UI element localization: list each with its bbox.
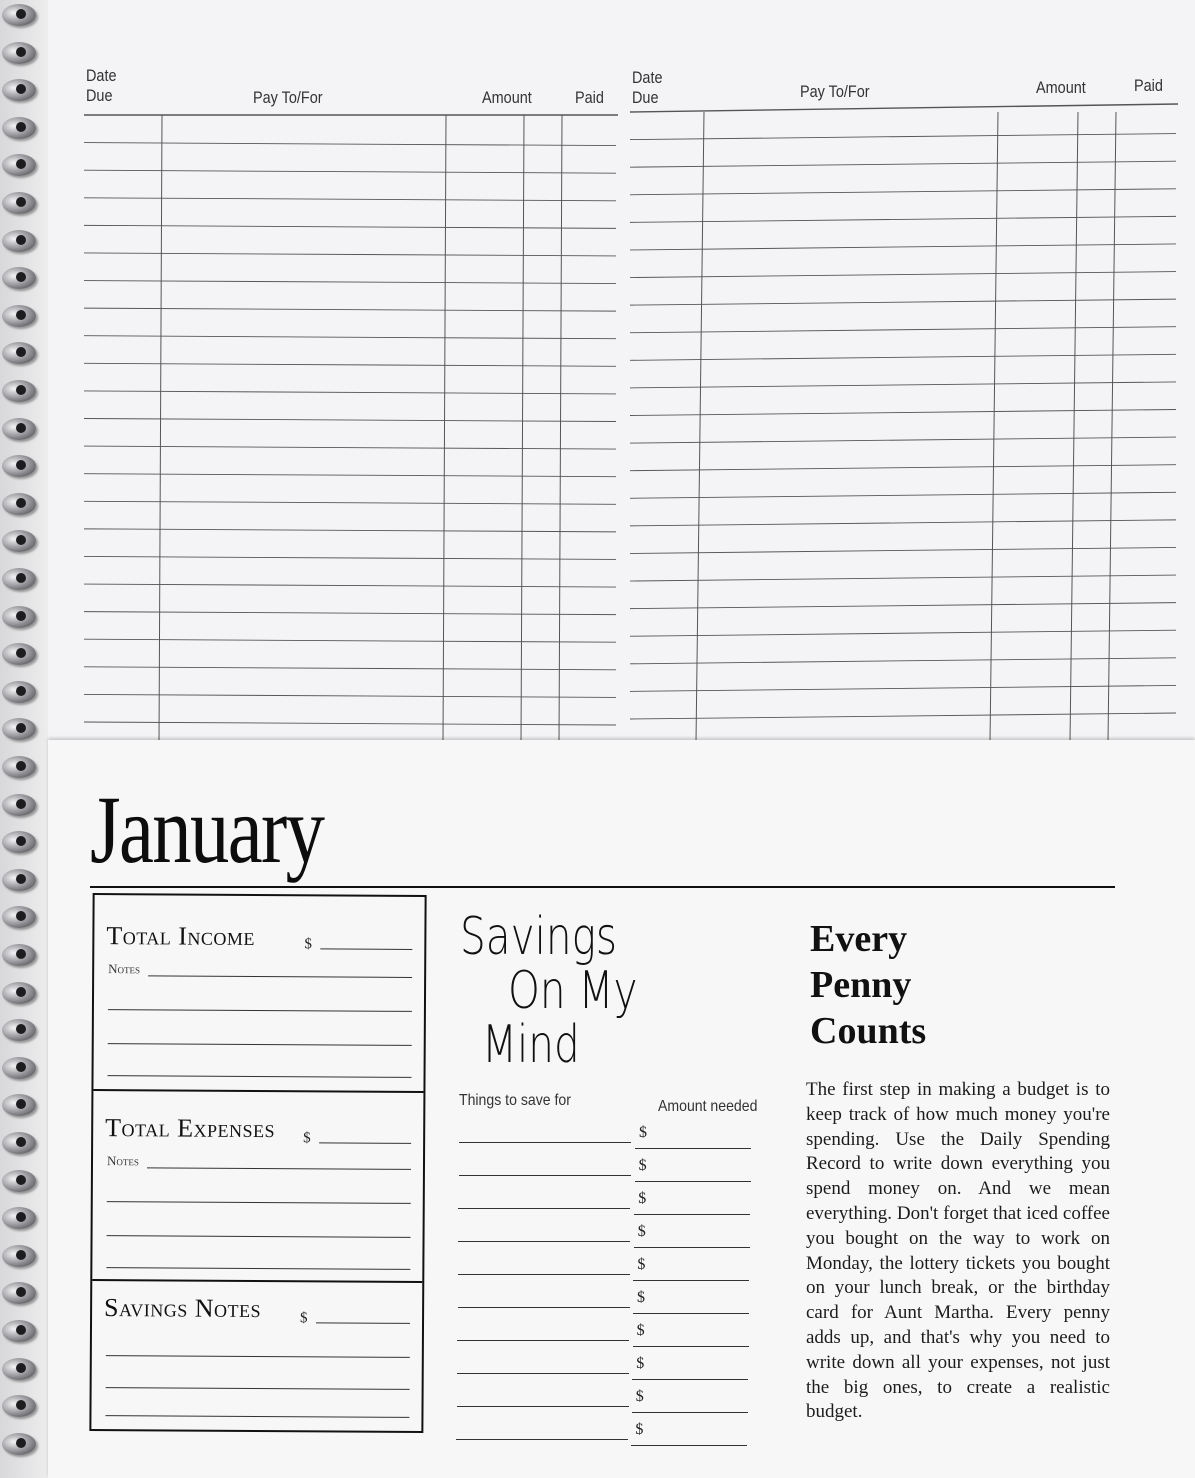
savings-title-line2: On My (508, 961, 638, 1021)
save-dollar: $ (637, 1223, 646, 1240)
save-dollar: $ (635, 1421, 644, 1438)
save-dollar: $ (638, 1157, 647, 1174)
spiral-coil (2, 869, 36, 891)
right-date-header: Date Due (632, 68, 663, 107)
table-row-line (630, 272, 1176, 278)
spiral-coil (2, 79, 36, 101)
save-amount-line[interactable] (631, 1445, 747, 1446)
table-row-line (84, 722, 616, 725)
savings-notes-title: Savings Notes (104, 1293, 262, 1324)
save-item-line[interactable] (459, 1142, 631, 1143)
expenses-notes-line[interactable] (147, 1167, 411, 1170)
table-row-line (630, 134, 1176, 140)
budget-summary-box (89, 893, 426, 1433)
table-row-line (84, 501, 616, 504)
save-item-line[interactable] (458, 1241, 630, 1242)
table-row-line (84, 529, 616, 532)
save-amount-line[interactable] (634, 1247, 750, 1248)
income-dollar: $ (304, 936, 312, 953)
spiral-coil (2, 530, 36, 552)
table-row-line (630, 189, 1176, 195)
spiral-coil (2, 568, 36, 590)
save-item-line[interactable] (458, 1208, 630, 1209)
table-row-line (84, 612, 616, 615)
spiral-coil (2, 831, 36, 853)
spiral-coil (2, 4, 36, 26)
table-row-line (84, 336, 616, 339)
save-amount-line[interactable] (634, 1214, 750, 1215)
table-row-line (630, 244, 1176, 250)
expenses-notes-label: Notes (106, 1153, 139, 1169)
table-row-line (84, 143, 616, 146)
table-column-line (559, 115, 562, 742)
table-row-line (84, 667, 616, 670)
save-item-line[interactable] (458, 1274, 630, 1275)
spiral-coil (2, 1320, 36, 1342)
spiral-coil (2, 42, 36, 64)
spiral-coil (2, 1207, 36, 1229)
table-row-line (630, 465, 1176, 471)
table-row-line (630, 492, 1176, 498)
table-row-line (84, 170, 616, 173)
save-item-line[interactable] (458, 1307, 630, 1308)
table-row-line (84, 308, 616, 311)
save-item-line[interactable] (457, 1406, 629, 1407)
table-row-line (84, 391, 616, 394)
table-row-line (630, 216, 1176, 222)
left-paid-header: Paid (575, 88, 604, 107)
spiral-coil (2, 1245, 36, 1267)
savings-notes-line[interactable] (106, 1387, 410, 1390)
save-dollar: $ (639, 1124, 647, 1141)
save-dollar: $ (637, 1256, 646, 1273)
spiral-coil (2, 681, 36, 703)
save-item-line[interactable] (457, 1373, 629, 1374)
savings-notes-line[interactable] (105, 1415, 409, 1418)
table-row-line (84, 363, 616, 366)
table-row-line (630, 685, 1176, 691)
month-rule (90, 886, 1115, 888)
spiral-coil (2, 1132, 36, 1154)
spiral-coil (2, 982, 36, 1004)
things-to-save-header: Things to save for (459, 1092, 571, 1109)
spiral-coil (2, 1282, 36, 1304)
save-dollar: $ (636, 1322, 645, 1339)
table-row-line (630, 630, 1176, 636)
save-item-line[interactable] (459, 1175, 631, 1176)
table-column-line (443, 115, 446, 742)
table-header-rule (630, 104, 1178, 112)
spiral-coil (2, 1094, 36, 1116)
right-payto-header: Pay To/For (800, 82, 870, 101)
save-item-line[interactable] (457, 1340, 629, 1341)
table-column-line (159, 115, 162, 742)
table-row-line (84, 253, 616, 256)
save-amount-line[interactable] (632, 1379, 748, 1380)
penny-title-line1: Every (810, 918, 908, 960)
spiral-binding (0, 0, 48, 1478)
spiral-coil (2, 267, 36, 289)
left-amount-header: Amount (482, 88, 532, 107)
spiral-coil (2, 117, 36, 139)
table-row-line (630, 603, 1176, 609)
spiral-coil (2, 455, 36, 477)
income-notes-line[interactable] (108, 1043, 412, 1046)
table-row-line (630, 713, 1176, 719)
bill-tracker-page (48, 0, 1195, 745)
spiral-coil (2, 230, 36, 252)
penny-body-text: The first step in making a budget is to keep track of how much money you're spending. Use the Daily Spending Record to write down everything you spend money on. And we mean everything. Don't forget that iced coffee you bought on the way to work on Monday, the lottery tickets you bought on your lunch break, or the birthday card for Aunt Martha. Every penny adds up, and that's why you need to write down all your expenses, not just the big ones, to create a realistic budget. (806, 1079, 1110, 1423)
table-row-line (84, 446, 616, 449)
income-notes-line[interactable] (148, 975, 412, 978)
table-row-line (630, 575, 1176, 581)
spiral-coil (2, 154, 36, 176)
table-column-line (990, 112, 998, 742)
total-expenses-title: Total Expenses (105, 1113, 276, 1144)
expenses-notes-line[interactable] (106, 1267, 410, 1270)
expenses-notes-line[interactable] (107, 1201, 411, 1204)
table-column-line (1108, 112, 1116, 742)
savings-dollar: $ (300, 1310, 308, 1327)
box-divider-1 (93, 1089, 423, 1093)
save-amount-line[interactable] (633, 1280, 749, 1281)
income-notes-label: Notes (108, 961, 141, 977)
expenses-notes-line[interactable] (107, 1235, 411, 1238)
table-row-line (84, 584, 616, 587)
savings-title-line3: Mind (482, 1015, 580, 1075)
expenses-amount-line[interactable] (319, 1142, 411, 1144)
spiral-coil (2, 1057, 36, 1079)
left-payto-header: Pay To/For (253, 88, 323, 107)
amount-needed-header: Amount needed (658, 1098, 758, 1115)
table-row-line (84, 694, 616, 697)
spiral-coil (2, 380, 36, 402)
spiral-coil (2, 906, 36, 928)
table-column-line (1070, 112, 1078, 742)
expenses-dollar: $ (303, 1130, 311, 1147)
save-amount-line[interactable] (633, 1313, 749, 1314)
table-row-line (630, 327, 1176, 333)
spiral-coil (2, 944, 36, 966)
january-page (48, 740, 1195, 1478)
table-row-line (84, 198, 616, 201)
month-title: January (90, 776, 324, 883)
table-row-line (630, 299, 1176, 305)
savings-amount-line[interactable] (316, 1322, 410, 1324)
spiral-coil (2, 1433, 36, 1455)
spiral-coil (2, 1395, 36, 1417)
table-row-line (84, 556, 616, 559)
table-row-line (630, 658, 1176, 664)
table-row-line (630, 547, 1176, 553)
bill-table-grid (48, 0, 1195, 745)
spiral-coil (2, 1358, 36, 1380)
spiral-coil (2, 794, 36, 816)
spiral-coil (2, 643, 36, 665)
table-row-line (84, 225, 616, 228)
save-amount-line[interactable] (635, 1181, 751, 1182)
spiral-coil (2, 1170, 36, 1192)
penny-title-line2: Penny (810, 964, 912, 1006)
table-row-line (84, 281, 616, 284)
spiral-coil (2, 1019, 36, 1041)
save-amount-line[interactable] (635, 1148, 751, 1149)
table-column-line (521, 115, 524, 742)
penny-title-line3: Counts (810, 1010, 927, 1052)
income-notes-line[interactable] (108, 1075, 412, 1078)
income-notes-line[interactable] (108, 1009, 412, 1012)
table-column-line (696, 112, 704, 742)
table-row-line (84, 474, 616, 477)
savings-notes-line[interactable] (106, 1355, 410, 1358)
save-dollar: $ (637, 1289, 645, 1306)
save-item-line[interactable] (456, 1439, 628, 1440)
save-dollar: $ (636, 1355, 645, 1372)
save-amount-line[interactable] (632, 1412, 748, 1413)
table-row-line (630, 161, 1176, 167)
table-row-line (630, 382, 1176, 388)
spiral-coil (2, 305, 36, 327)
table-row-line (630, 354, 1176, 360)
spiral-coil (2, 756, 36, 778)
table-row-line (630, 520, 1176, 526)
spiral-coil (2, 606, 36, 628)
table-row-line (630, 437, 1176, 443)
table-row-line (84, 639, 616, 642)
save-dollar: $ (638, 1190, 647, 1207)
spiral-coil (2, 418, 36, 440)
income-amount-line[interactable] (320, 948, 412, 950)
savings-title-line1: Savings (460, 907, 618, 967)
box-divider-2 (92, 1279, 422, 1283)
spiral-coil (2, 493, 36, 515)
save-dollar: $ (635, 1388, 644, 1405)
table-row-line (84, 419, 616, 422)
table-row-line (630, 410, 1176, 416)
spiral-coil (2, 342, 36, 364)
save-amount-line[interactable] (633, 1346, 749, 1347)
right-amount-header: Amount (1036, 78, 1086, 97)
total-income-title: Total Income (106, 921, 256, 951)
right-paid-header: Paid (1134, 76, 1163, 95)
spiral-coil (2, 192, 36, 214)
left-date-header: Date Due (86, 66, 117, 105)
spiral-coil (2, 718, 36, 740)
